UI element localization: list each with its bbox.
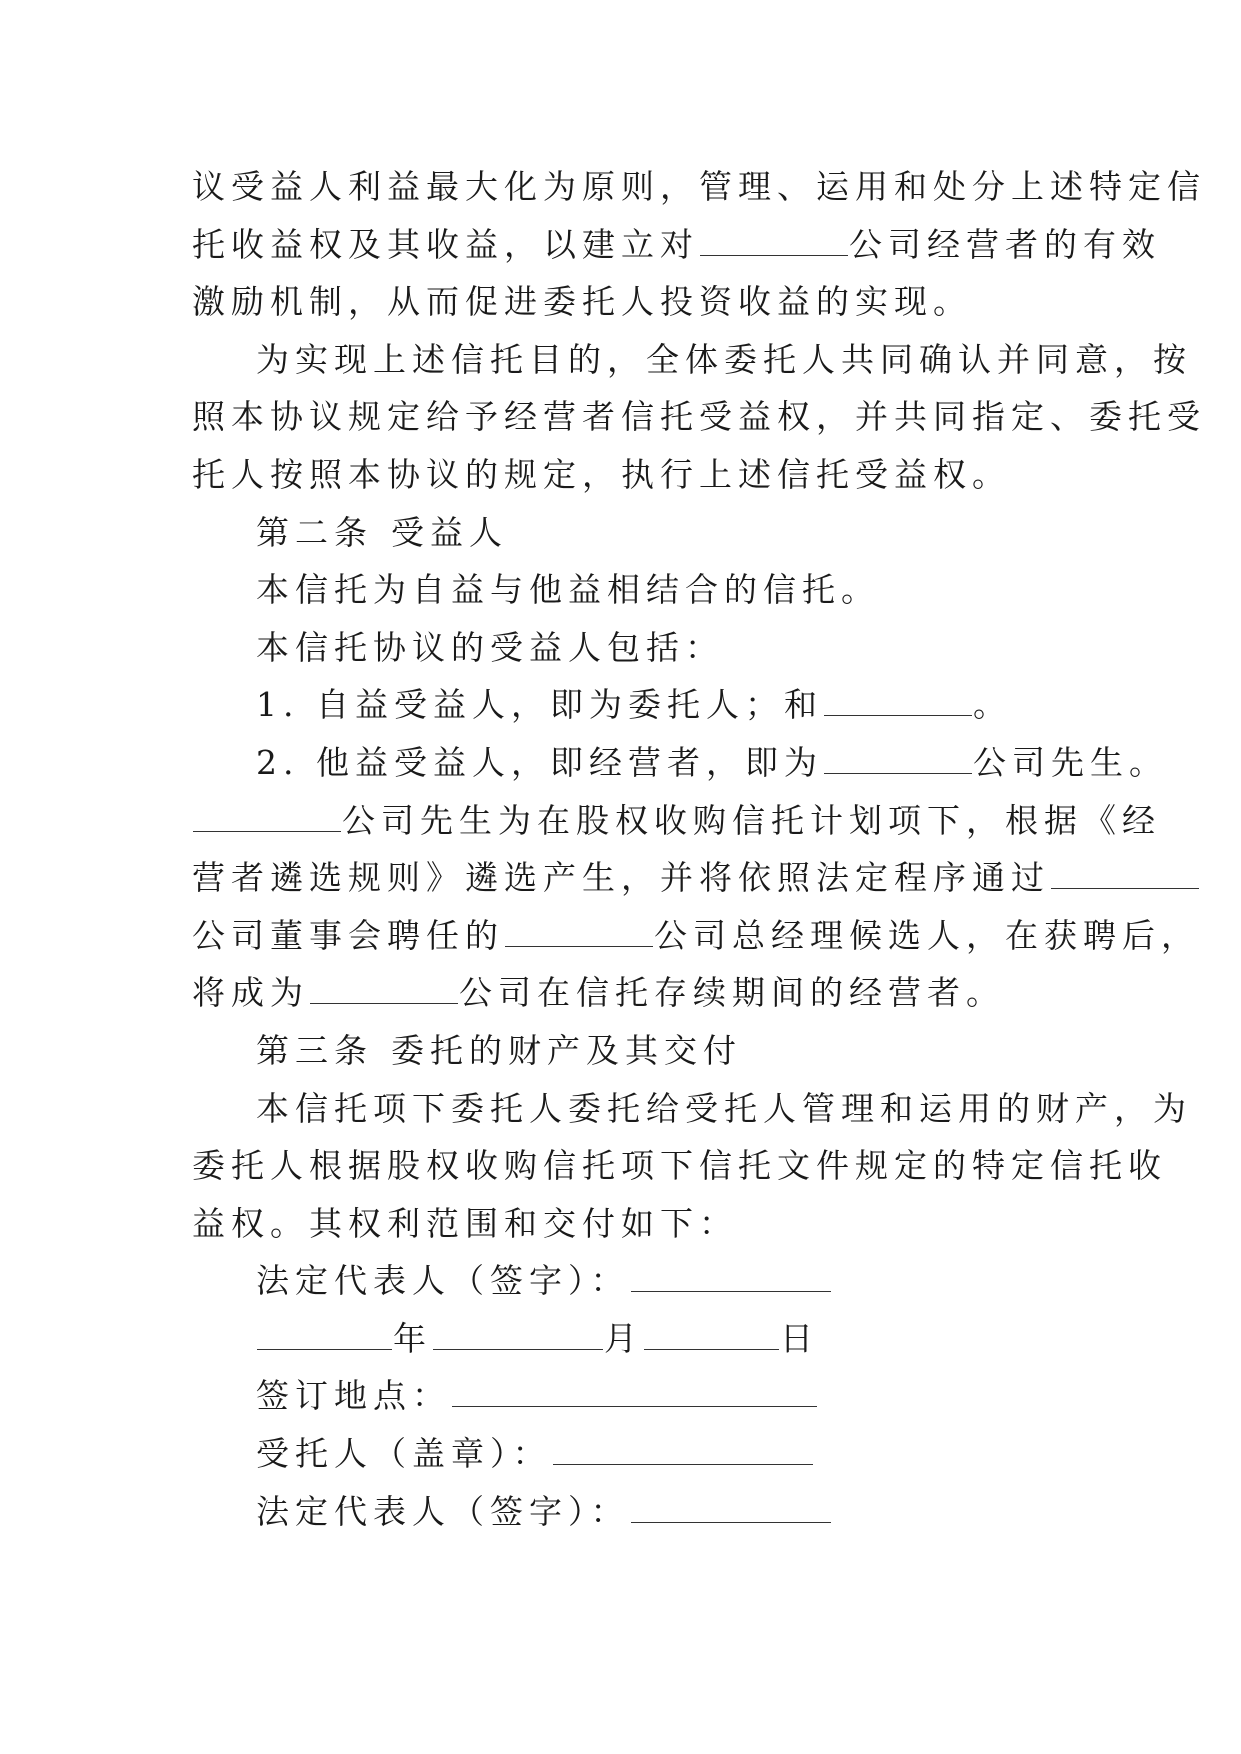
text-span: 激励机制，从而促进委托人投资收益的实现。 bbox=[192, 282, 972, 322]
article-title: 委托的财产及其交付 bbox=[391, 1030, 742, 1070]
fill-in-blank[interactable] bbox=[310, 973, 458, 1004]
document-page bbox=[192, 158, 1206, 1540]
text-span: 本信托协议的受益人包括： bbox=[256, 627, 724, 667]
fill-in-blank[interactable] bbox=[824, 685, 972, 716]
fill-in-blank[interactable] bbox=[700, 225, 848, 256]
year-blank[interactable] bbox=[257, 1319, 392, 1350]
text-span: 1. 自益受益人，即为委托人；和 bbox=[256, 685, 823, 725]
day-label: 日 bbox=[780, 1318, 819, 1358]
month-blank[interactable] bbox=[433, 1319, 603, 1350]
text-line bbox=[192, 964, 1056, 1022]
text-span: 本信托为自益与他益相结合的信托。 bbox=[256, 570, 880, 610]
text-line bbox=[192, 216, 1161, 274]
fill-in-blank[interactable] bbox=[505, 916, 653, 947]
signing-place-label: 签订地点： bbox=[256, 1376, 451, 1416]
trustee-seal-label: 受托人（盖章）： bbox=[256, 1434, 552, 1474]
text-line bbox=[192, 561, 1056, 619]
text-line bbox=[192, 849, 1056, 907]
signing-place-line bbox=[192, 1367, 1056, 1425]
text-line bbox=[192, 1080, 1192, 1138]
text-span: 委托人根据股权收购信托项下信托文件规定的特定信托收 bbox=[192, 1146, 1167, 1186]
text-line bbox=[192, 619, 1056, 677]
signature-line bbox=[192, 1252, 1056, 1310]
text-line bbox=[192, 158, 1206, 216]
text-span: 。 bbox=[972, 685, 1012, 725]
text-span: 公司总经理候选人，在获聘后， bbox=[654, 915, 1200, 955]
signature-label: 法定代表人（签字）： bbox=[256, 1491, 630, 1531]
text-line bbox=[192, 331, 1192, 389]
text-span: 将成为 bbox=[192, 973, 309, 1013]
year-label: 年 bbox=[393, 1318, 432, 1358]
text-line bbox=[192, 792, 1161, 850]
text-span: 2. 他益受益人，即经营者，即为 bbox=[256, 742, 823, 782]
list-item bbox=[192, 676, 1056, 734]
text-span: 托人按照本协议的规定，执行上述信托受益权。 bbox=[192, 454, 1011, 494]
text-span: 公司先生。 bbox=[972, 742, 1168, 782]
article-number: 第三条 bbox=[256, 1030, 373, 1070]
trustee-seal-blank[interactable] bbox=[553, 1434, 813, 1465]
article-number: 第二条 bbox=[256, 512, 373, 552]
signature-blank[interactable] bbox=[631, 1261, 831, 1292]
text-line bbox=[192, 273, 1056, 331]
signing-place-blank[interactable] bbox=[452, 1376, 817, 1407]
fill-in-blank[interactable] bbox=[1051, 858, 1199, 889]
signature-line bbox=[192, 1483, 1056, 1541]
text-span: 公司在信托存续期间的经营者。 bbox=[459, 973, 1005, 1013]
text-span: 为实现上述信托目的，全体委托人共同确认并同意，按 bbox=[256, 339, 1192, 379]
text-span: 益权。其权利范围和交付如下： bbox=[192, 1203, 738, 1243]
text-span: 托收益权及其收益，以建立对 bbox=[192, 224, 699, 264]
signature-blank[interactable] bbox=[631, 1492, 831, 1523]
list-item bbox=[192, 734, 1168, 792]
text-line bbox=[192, 388, 1206, 446]
text-span: 本信托项下委托人委托给受托人管理和运用的财产，为 bbox=[256, 1088, 1192, 1128]
text-line bbox=[192, 907, 1200, 965]
trustee-seal-line bbox=[192, 1425, 1056, 1483]
text-span: 公司先生为在股权收购信托计划项下，根据《经 bbox=[342, 800, 1161, 840]
text-line bbox=[192, 1137, 1167, 1195]
text-line bbox=[192, 1195, 1056, 1253]
date-line bbox=[192, 1310, 1056, 1368]
text-span: 公司经营者的有效 bbox=[849, 224, 1161, 264]
fill-in-blank[interactable] bbox=[193, 801, 341, 832]
article-heading bbox=[192, 1022, 1056, 1080]
fill-in-blank[interactable] bbox=[824, 743, 972, 774]
day-blank[interactable] bbox=[644, 1319, 779, 1350]
article-title: 受益人 bbox=[391, 512, 508, 552]
month-label: 月 bbox=[604, 1318, 643, 1358]
text-span: 议受益人利益最大化为原则，管理、运用和处分上述特定信 bbox=[192, 167, 1206, 206]
text-span: 公司董事会聘任的 bbox=[192, 915, 504, 955]
article-heading bbox=[192, 504, 1056, 562]
signature-label: 法定代表人（签字）： bbox=[256, 1261, 630, 1301]
text-line bbox=[192, 446, 1056, 504]
text-span: 照本协议规定给予经营者信托受益权，并共同指定、委托受 bbox=[192, 397, 1206, 437]
text-span: 营者遴选规则》遴选产生，并将依照法定程序通过 bbox=[192, 858, 1050, 898]
